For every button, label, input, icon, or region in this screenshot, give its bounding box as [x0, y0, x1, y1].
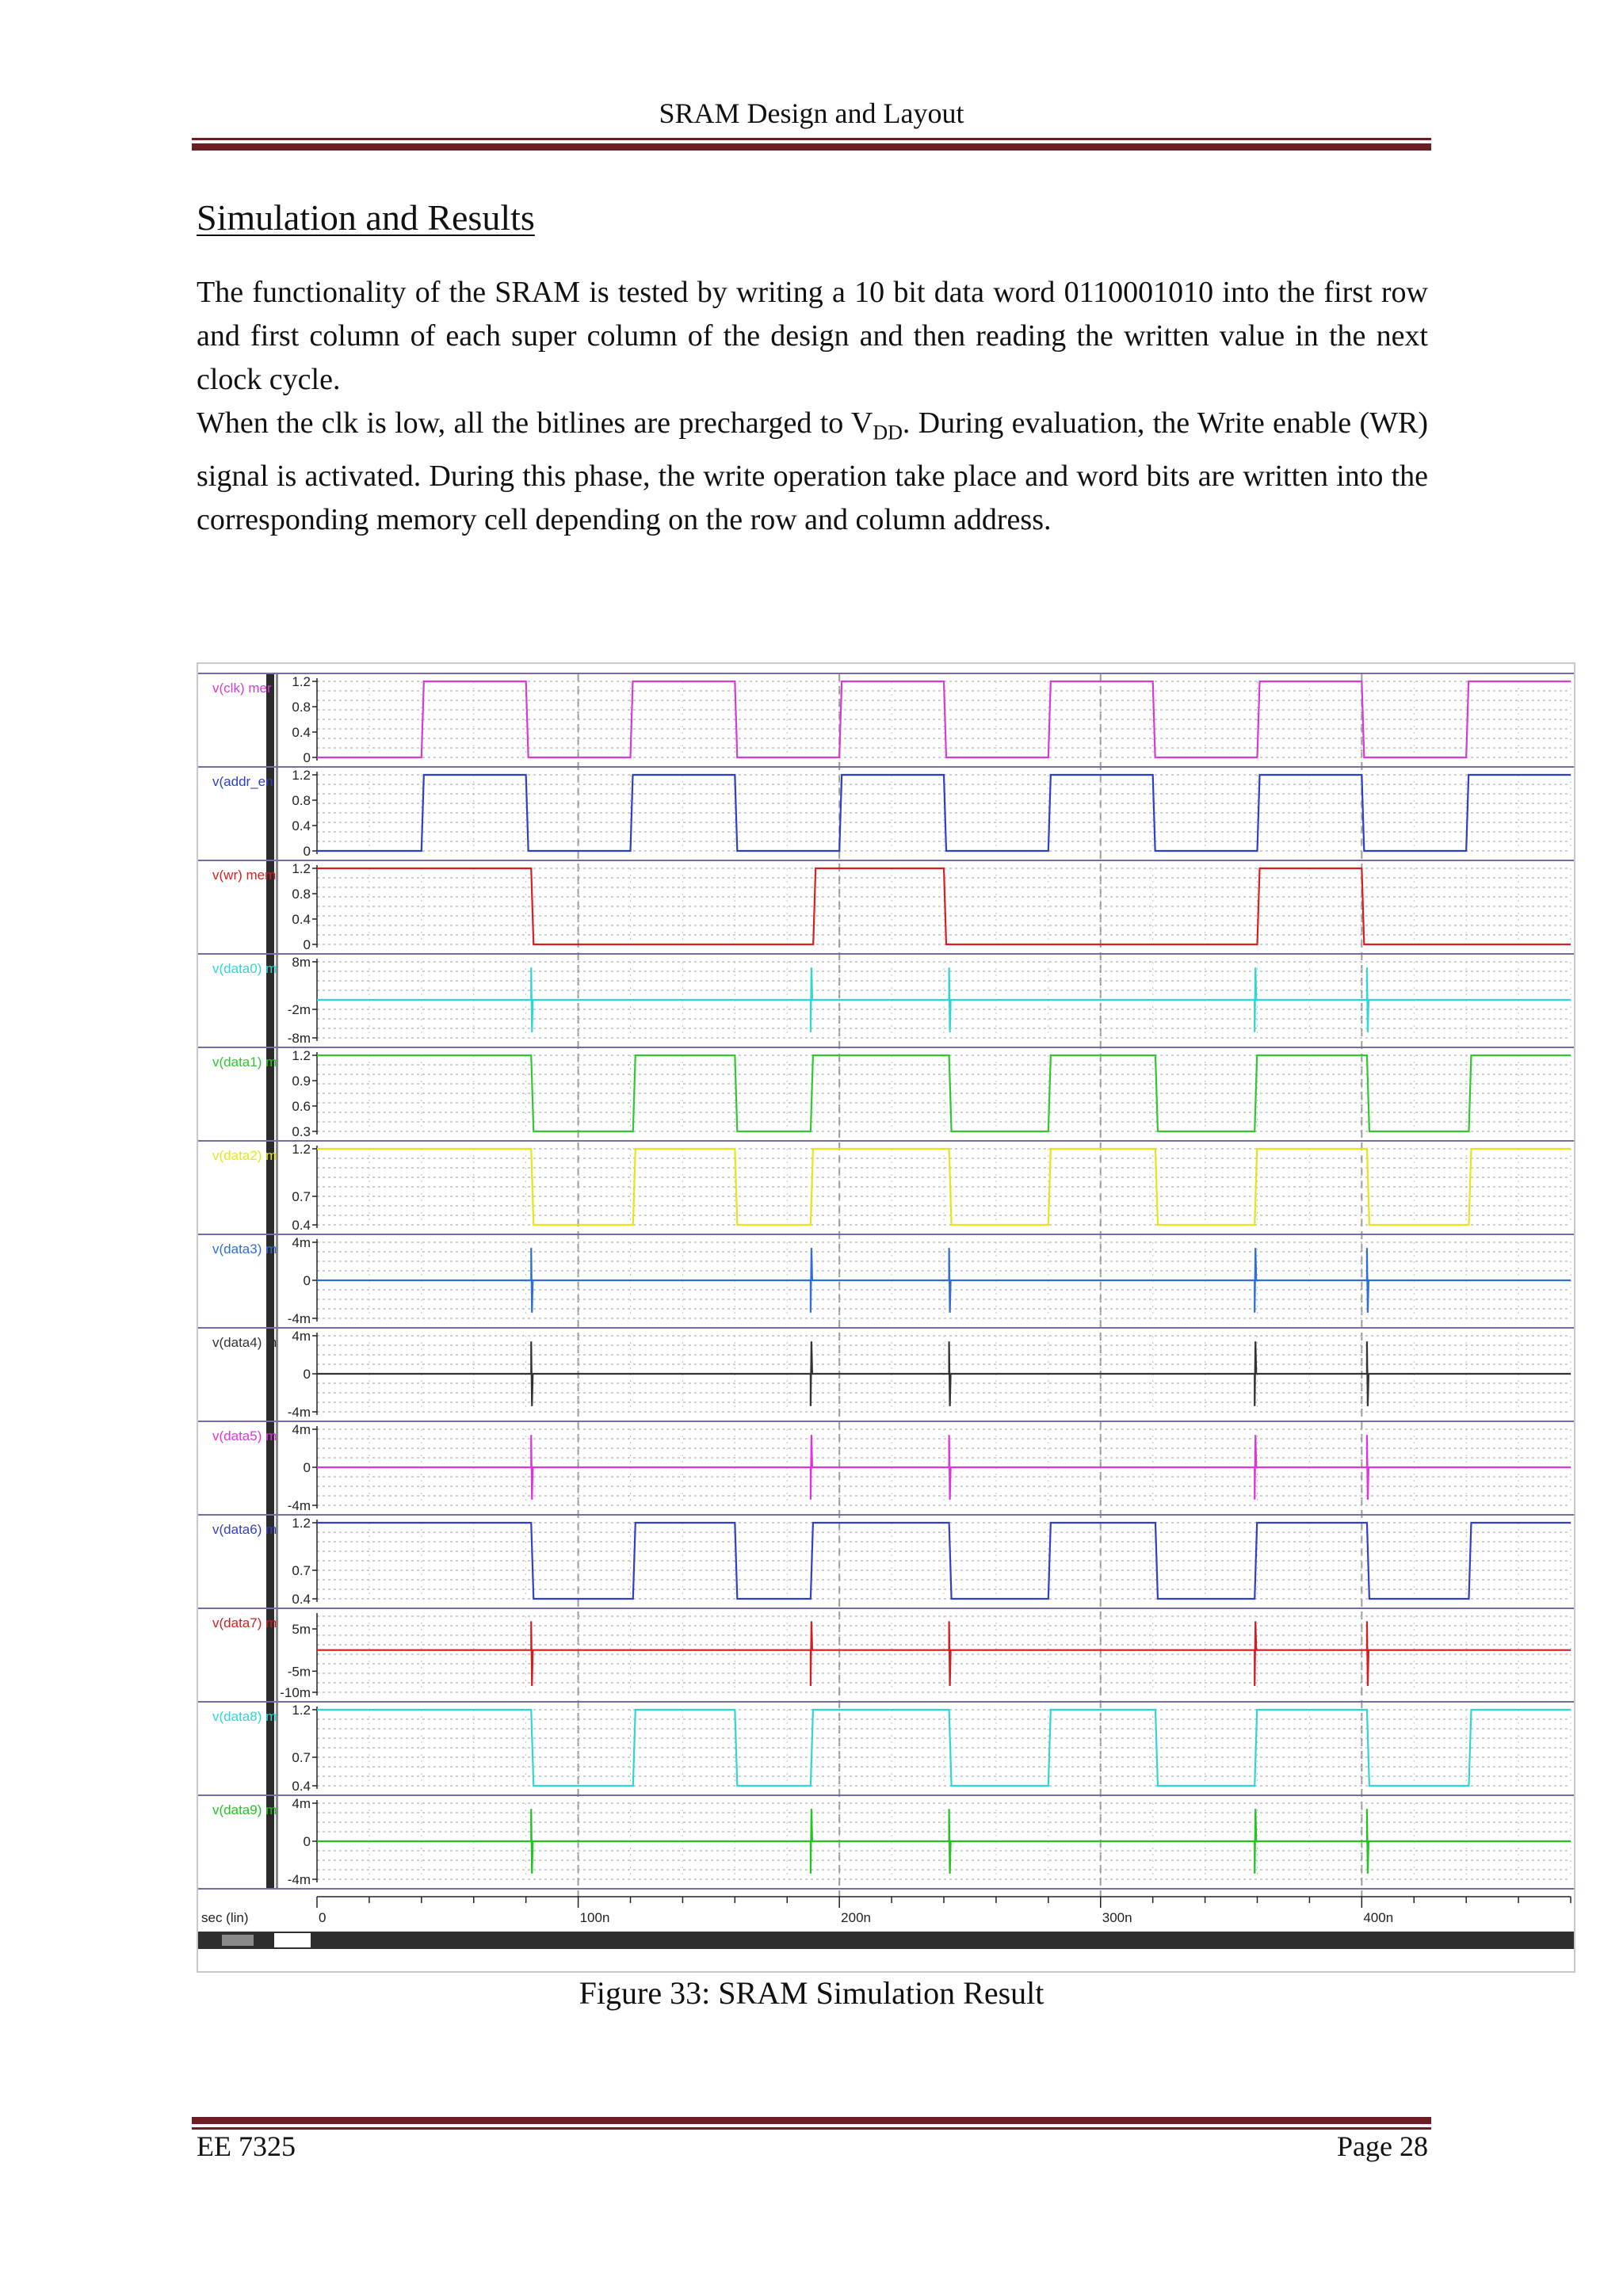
y-tick-label: 5m [292, 1622, 311, 1637]
signal-label: v(wr) mem [212, 868, 277, 883]
x-tick-label: 0 [319, 1910, 327, 1925]
scrollbar-left-button [222, 1935, 254, 1946]
y-tick-label: 1.2 [292, 1048, 311, 1063]
signal-label: v(data5) m [212, 1428, 277, 1444]
y-tick-label: -4m [287, 1498, 311, 1513]
horizontal-scrollbar [198, 1932, 1574, 1949]
y-tick-label: 0.7 [292, 1189, 311, 1204]
signal-label: v(data2) m [212, 1148, 277, 1163]
paragraph-2-part-2: . During evaluation, the Write enable (WR) signal is activated. During this phase, the write operation take place and word bits are written into the corresponding memory cell depending on the row and column address. [197, 406, 1428, 536]
x-axis-unit-label: sec (lin) [201, 1910, 249, 1925]
signal-label: v(data8) m [212, 1709, 277, 1724]
y-tick-label: 8m [292, 955, 311, 970]
signal-label: v(data0) m [212, 961, 277, 976]
y-tick-label: -4m [287, 1311, 311, 1326]
y-tick-label: 0.4 [292, 1779, 311, 1794]
y-tick-label: 0.8 [292, 887, 311, 902]
x-tick-label: 200n [841, 1910, 871, 1925]
y-tick-label: 0.7 [292, 1750, 311, 1765]
y-tick-label: 0 [303, 1834, 311, 1849]
waveform-plot [198, 664, 1574, 1971]
signal-label: v(data7) m [212, 1615, 277, 1630]
signal-label: v(data6) m [212, 1522, 277, 1537]
signal-label: v(data4) m [212, 1335, 277, 1350]
y-tick-label: -4m [287, 1872, 311, 1887]
y-tick-label: -10m [280, 1685, 311, 1700]
y-tick-label: 0 [303, 1273, 311, 1288]
y-tick-label: 0.4 [292, 912, 311, 927]
y-tick-label: 0.4 [292, 818, 311, 833]
header-rule [192, 138, 1431, 151]
paragraph-2-part-1: When the clk is low, all the bitlines are precharged to V [197, 406, 873, 440]
y-tick-label: -5m [287, 1664, 311, 1680]
y-tick-label: 1.2 [292, 1142, 311, 1157]
y-tick-label: 0.8 [292, 700, 311, 715]
y-tick-label: 1.2 [292, 1703, 311, 1718]
x-tick-label: 400n [1363, 1910, 1394, 1925]
vdd-subscript: DD [873, 421, 903, 444]
running-header: SRAM Design and Layout [659, 97, 964, 129]
signal-label: v(data3) m [212, 1241, 277, 1257]
y-tick-label: 1.2 [292, 768, 311, 783]
signal-label: v(clk) mer [212, 681, 272, 696]
y-tick-label: 4m [292, 1235, 311, 1250]
y-tick-label: 0.3 [292, 1124, 311, 1139]
y-tick-label: 0.4 [292, 725, 311, 740]
figure-caption: Figure 33: SRAM Simulation Result [579, 1975, 1044, 2011]
waveform-trace [317, 1809, 1571, 1874]
footer-course: EE 7325 [197, 2130, 296, 2162]
signal-label: v(data1) m [212, 1055, 277, 1070]
signal-label: v(data9) m [212, 1802, 277, 1817]
waveform-trace [317, 1341, 1571, 1406]
waveform-trace [317, 1435, 1571, 1500]
waveform-trace [317, 1621, 1571, 1686]
footer-rule [192, 2117, 1431, 2130]
x-tick-label: 100n [579, 1910, 610, 1925]
section-heading: Simulation and Results [197, 197, 535, 238]
y-tick-label: 4m [292, 1329, 311, 1344]
waveform-trace [317, 1248, 1571, 1313]
footer-page-number: Page 28 [1337, 2130, 1428, 2162]
waveform-trace [317, 967, 1571, 1032]
y-tick-label: 0.7 [292, 1563, 311, 1578]
y-tick-label: 1.2 [292, 861, 311, 876]
y-tick-label: 1.2 [292, 674, 311, 689]
y-tick-label: 4m [292, 1422, 311, 1437]
simulation-waveform-figure [197, 662, 1575, 1973]
x-tick-label: 300n [1102, 1910, 1132, 1925]
signal-label: v(addr_en [212, 774, 273, 789]
y-tick-label: 0.6 [292, 1099, 311, 1114]
y-tick-label: -2m [287, 1002, 311, 1017]
y-tick-label: 0 [303, 1460, 311, 1475]
y-tick-label: 4m [292, 1796, 311, 1811]
y-tick-label: -8m [287, 1031, 311, 1046]
y-tick-label: 0 [303, 937, 311, 952]
body-text [197, 271, 1428, 542]
y-tick-label: 0.9 [292, 1074, 311, 1089]
y-tick-label: 0.4 [292, 1592, 311, 1607]
y-tick-label: -4m [287, 1405, 311, 1420]
y-tick-label: 0 [303, 750, 311, 765]
y-tick-label: 0 [303, 844, 311, 859]
y-tick-label: 0.8 [292, 793, 311, 808]
paragraph-1: The functionality of the SRAM is tested by writing a 10 bit data word 0110001010 into the first row and first column of each super column of the design and then reading the written value in the next clock cycle. [197, 276, 1428, 396]
panel-scrollbar [266, 673, 274, 1889]
paragraph-2 [197, 402, 1428, 542]
y-tick-label: 0.4 [292, 1218, 311, 1233]
y-tick-label: 1.2 [292, 1516, 311, 1531]
y-tick-label: 0 [303, 1367, 311, 1382]
scrollbar-thumb [274, 1933, 311, 1947]
panel-divider [276, 673, 278, 1889]
